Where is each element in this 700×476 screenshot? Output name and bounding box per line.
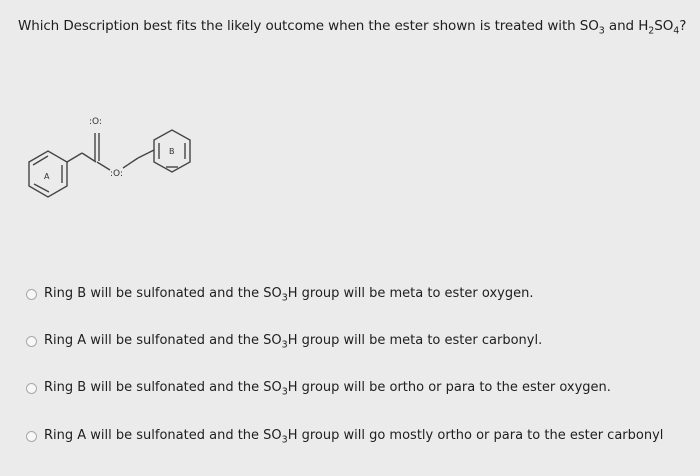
- option-label: Ring B will be sulfonated and the $SO_3H$ group will be meta to ester oxygen.: [44, 286, 534, 304]
- answer-option-2[interactable]: [26, 333, 542, 351]
- ester-oxygen-label: :O:: [110, 169, 123, 179]
- answer-option-3[interactable]: [26, 380, 611, 398]
- answer-option-4[interactable]: [26, 428, 663, 446]
- question-text: Which Description best fits the likely outcome when the ester shown is treated with $SO_3$ and $H_2SO_4$?: [18, 18, 687, 37]
- answer-option-1[interactable]: [26, 286, 533, 304]
- ring-b-label: B: [169, 147, 175, 156]
- option-label: Ring A will be sulfonated and the $SO_3H$ group will be meta to ester carbonyl.: [44, 333, 543, 351]
- option-label: Ring B will be sulfonated and the $SO_3H$ group will be ortho or para to the ester oxygen.: [44, 380, 611, 398]
- ester-structure-diagram: [20, 100, 220, 220]
- carbonyl-oxygen-label: :O:: [89, 117, 102, 127]
- radio-button[interactable]: [26, 336, 37, 347]
- option-label: Ring A will be sulfonated and the $SO_3H$ group will go mostly ortho or para to the ester carbonyl: [44, 428, 664, 446]
- radio-button[interactable]: [26, 383, 37, 394]
- radio-button[interactable]: [26, 431, 37, 442]
- ring-a-label: A: [44, 172, 50, 181]
- radio-button[interactable]: [26, 289, 37, 300]
